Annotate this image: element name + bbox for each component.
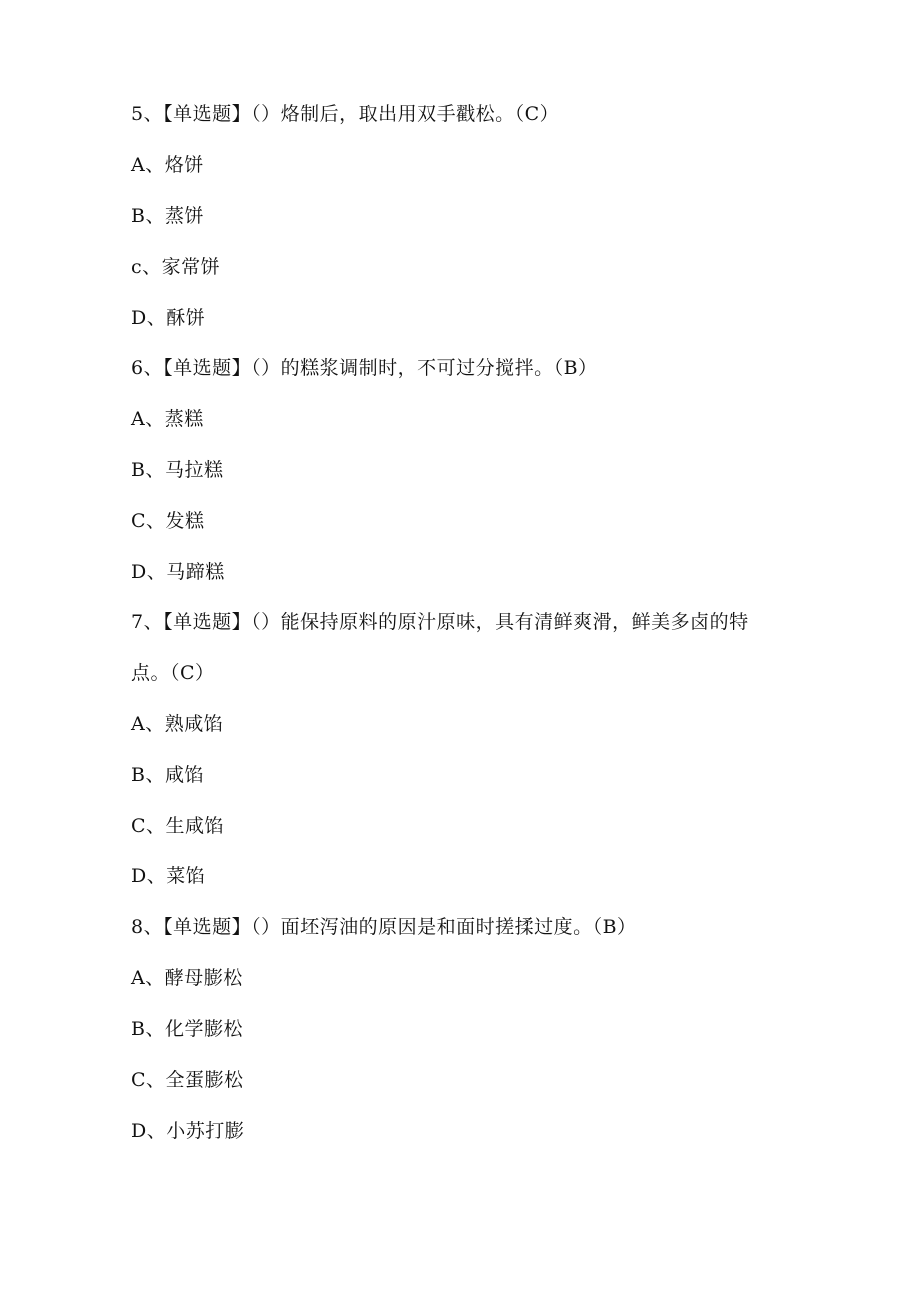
question-5-stem: 5、【单选题】（）烙制后，取出用双手戳松。（C） <box>131 103 560 125</box>
question-7-stem: 7、【单选题】（）能保持原料的原汁原味，具有清鲜爽滑，鲜美多卤的特 <box>131 611 749 633</box>
question-8-option-d: D、小苏打膨 <box>131 1120 245 1142</box>
question-8-stem: 8、【单选题】（）面坯泻油的原因是和面时搓揉过度。（B） <box>131 916 637 938</box>
question-8-option-c: C、全蛋膨松 <box>131 1069 244 1091</box>
question-7-option-b: B、咸馅 <box>131 764 204 786</box>
question-6-stem: 6、【单选题】（）的糕浆调制时，不可过分搅拌。（B） <box>131 357 598 379</box>
question-8-option-a: A、酵母膨松 <box>131 967 243 989</box>
question-6-option-b: B、马拉糕 <box>131 459 224 481</box>
question-6-option-c: C、发糕 <box>131 510 205 532</box>
question-5-option-d: D、酥饼 <box>131 307 206 329</box>
question-5-option-a: A、烙饼 <box>131 154 204 176</box>
question-6-option-d: D、马蹄糕 <box>131 561 225 583</box>
question-7-option-c: C、生咸馅 <box>131 815 225 837</box>
question-6-option-a: A、蒸糕 <box>131 408 204 430</box>
question-5-option-c: c、家常饼 <box>131 256 221 278</box>
question-8-option-b: B、化学膨松 <box>131 1018 243 1040</box>
question-7-option-a: A、熟咸馅 <box>131 713 224 735</box>
question-5-option-b: B、蒸饼 <box>131 205 204 227</box>
question-7-option-d: D、菜馅 <box>131 865 206 887</box>
question-7-stem-continuation: 点。（C） <box>131 662 215 684</box>
